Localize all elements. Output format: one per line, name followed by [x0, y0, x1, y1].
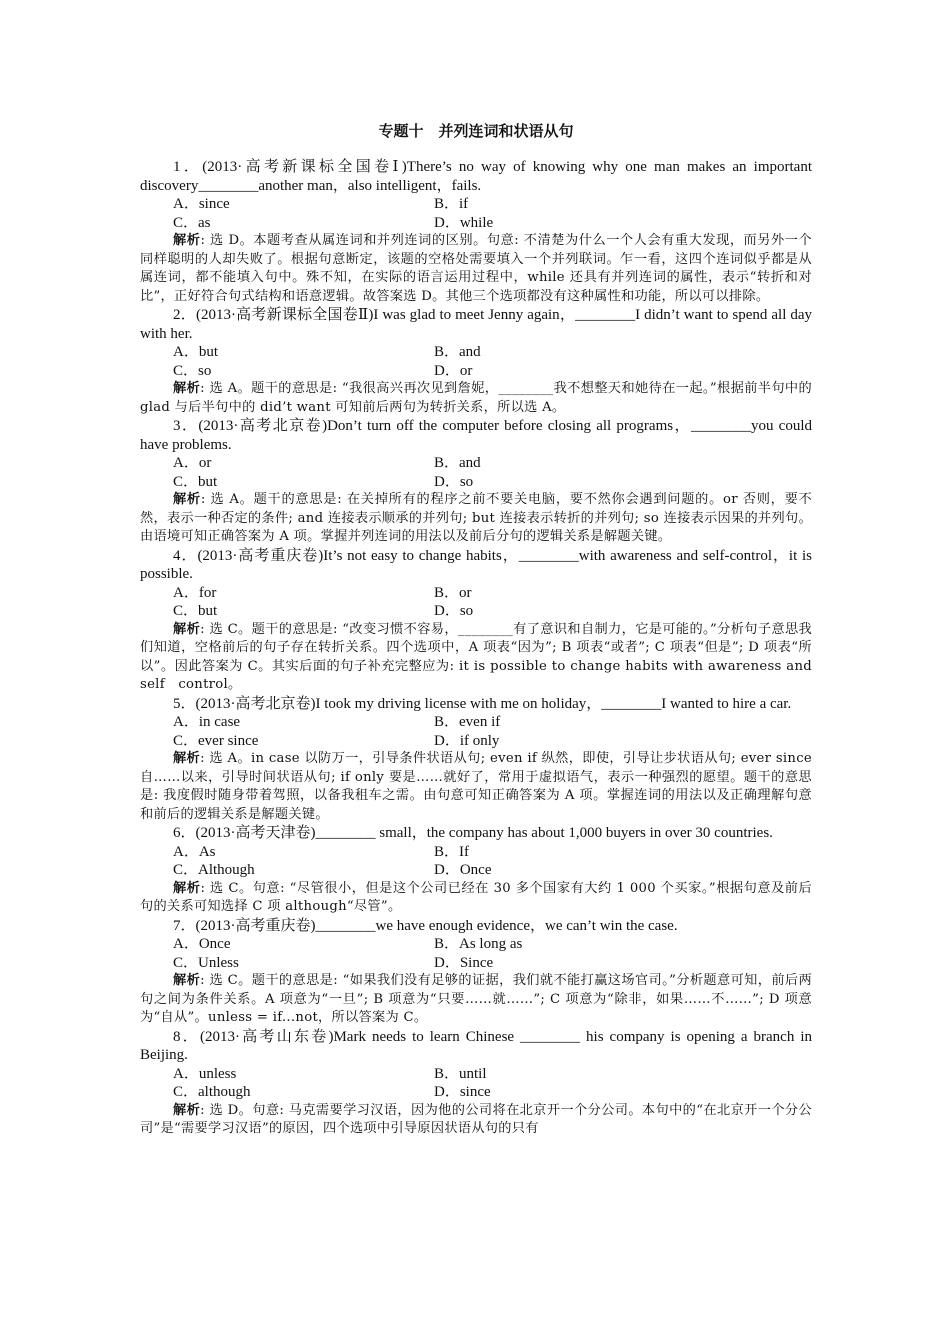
explanation-label: 解析	[173, 381, 201, 396]
question-item	[140, 158, 812, 306]
explanation-label: 解析	[173, 1102, 201, 1118]
question-stem: 6．(2013·高考天津卷)________ small，the company has about 1,000 buyers in over 30 countries.	[173, 825, 773, 841]
answer-option: C．although	[173, 1084, 251, 1100]
question-list	[140, 158, 812, 1139]
answer-option: C．Unless	[173, 954, 239, 971]
explanation-text: : 选 D。本题考查从属连词和并列连词的区别。句意: 不清楚为什么一个人会有重大发现，而另外一个同样聪明的人却失败了。根据句意断定，该题的空格处需要填入一个并列联词。乍一看，这四个连词似乎都是从属连词，都不能填入句中。殊不知，在实际的语言运用过程中，while 还具有并列连词的属性，表示“转折和对比”，正好符合句式结构和语意逻辑。故答案选 D。其他三个选项都没有这种属性和功能，所以可以排除。	[140, 233, 812, 304]
explanation-text: : 选 A。题干的意思是: 在关掉所有的程序之前不要关电脑，要不然你会遇到问题的。or 否则，要不然，表示一种否定的条件; and 连接表示顺承的并列句; but 连接表示转折的并列句; so 连接表示因果的并列句。由语境可知正确答案为 A 项。掌握并列连词的用法以及前后分句的逻辑关系是解题关键。	[140, 492, 812, 544]
explanation-text: : 选 C。题干的意思是: “改变习惯不容易，________有了意识和自制力，它是可能的。”分析句子意思我们知道，空格前后的句子存在转折关系。四个选项中，A 项表“因为”; B 项表“或者”; C 项表“但是”; D 项表“所以”。因此答案为 C。其实后面的句子补充完整应为: it is possible to change habits with awareness and self control。	[140, 621, 812, 692]
option-grid	[140, 935, 812, 972]
question-stem: 7．(2013·高考重庆卷)________we have enough evidence，we can’t win the case.	[173, 917, 678, 934]
explanation-label: 解析	[173, 621, 201, 637]
question-stem: 4．(2013·高考重庆卷)It’s not easy to change habits，________with awareness and self-control，it is possible.	[140, 547, 812, 582]
answer-option: C．Although	[173, 862, 255, 878]
answer-option: D．Once	[434, 862, 492, 878]
answer-option: A．or	[173, 455, 212, 471]
answer-option: A．As	[173, 843, 216, 860]
question-item	[140, 695, 812, 825]
question-stem: 5．(2013·高考北京卷)I took my driving license with me on holiday，________I wanted to hire a car.	[173, 695, 792, 712]
question-stem: 1．(2013·高考新课标全国卷Ⅰ)There’s no way of knowing why one man makes an important discovery________another man，also intelligent，fails.	[140, 159, 812, 194]
explanation-text: : 选 D。句意: 马克需要学习汉语，因为他的公司将在北京开一个分公司。本句中的“在北京开一个分公司”是“需要学习汉语”的原因，四个选项中引导原因状语从句的只有	[140, 1102, 812, 1136]
answer-option: C．but	[173, 603, 218, 619]
answer-option: D．so	[434, 603, 474, 619]
answer-option: D．or	[434, 362, 473, 379]
answer-option: B．even if	[434, 714, 501, 730]
option-grid	[140, 454, 812, 491]
answer-option: A．in case	[173, 714, 241, 730]
answer-option: B．if	[434, 196, 469, 212]
explanation-text: : 选 A。in case 以防万一，引导条件状语从句; even if 纵然，即使，引导让步状语从句; ever since 自……以来，引导时间状语从句; if only 要是……就好了，常用于虚拟语气，表示一种强烈的愿望。题干的意思是: 我度假时随身带着驾照，以备我租车之需。由句意可知正确答案为 A 项。掌握连词的用法以及正确理解句意和前后的逻辑关系是解题关键。	[140, 751, 812, 822]
answer-option: A．but	[173, 344, 219, 360]
answer-option: D．since	[434, 1084, 491, 1100]
answer-option: C．but	[173, 473, 218, 490]
explanation-text: : 选 C。题干的意思是: “如果我们没有足够的证据，我们就不能打赢这场官司。”分析题意可知，前后两句之间为条件关系。A 项意为“一旦”; B 项意为“只要……就……”; C 项意为“除非，如果……不……”; D 项意为“自从”。unless = if...not，所以答案为 C。	[140, 973, 812, 1025]
explanation	[140, 491, 812, 547]
answer-option: D．if only	[434, 732, 500, 749]
option-grid	[140, 843, 812, 880]
explanation	[140, 232, 812, 306]
answer-option: B．and	[434, 455, 481, 471]
explanation	[140, 380, 812, 417]
explanation	[140, 880, 812, 917]
option-grid	[140, 1065, 812, 1102]
question-item	[140, 547, 812, 695]
answer-option: B．As long as	[434, 936, 523, 952]
question-stem: 3．(2013·高考北京卷)Don’t turn off the computer before closing all programs，________you could have problems.	[140, 418, 812, 453]
explanation-label: 解析	[173, 880, 201, 896]
answer-option: A．Once	[173, 936, 231, 952]
answer-option: A．unless	[173, 1065, 237, 1082]
answer-option: B．until	[434, 1065, 487, 1082]
answer-option: C．as	[173, 214, 211, 231]
option-grid	[140, 343, 812, 380]
question-item	[140, 306, 812, 417]
question-stem: 2．(2013·高考新课标全国卷Ⅱ)I was glad to meet Jenny again，________I didn’t want to spend all day with her.	[140, 307, 812, 342]
option-grid	[140, 195, 812, 232]
answer-option: D．while	[434, 214, 494, 231]
question-item	[140, 417, 812, 547]
document-page	[140, 120, 812, 1139]
explanation	[140, 972, 812, 1028]
explanation	[140, 750, 812, 824]
explanation-label: 解析	[173, 233, 201, 248]
answer-option: D．so	[434, 473, 474, 490]
answer-option: A．for	[173, 584, 217, 601]
page-title: 专题十 并列连词和状语从句	[378, 122, 574, 140]
answer-option: C．ever since	[173, 732, 259, 749]
question-item	[140, 824, 812, 917]
explanation-label: 解析	[173, 751, 201, 766]
answer-option: A．since	[173, 196, 230, 212]
answer-option: B．and	[434, 344, 481, 360]
question-item	[140, 917, 812, 1028]
answer-option: C．so	[173, 362, 212, 379]
explanation-label: 解析	[173, 492, 201, 507]
question-item	[140, 1028, 812, 1139]
explanation-text: : 选 A。题干的意思是: “我很高兴再次见到詹妮，________我不想整天和她待在一起。”根据前半句中的 glad 与后半句中的 did’t want 可知前后两句为转折关系，所以选 A。	[140, 381, 812, 415]
explanation	[140, 621, 812, 695]
option-grid	[140, 713, 812, 750]
answer-option: B．or	[434, 584, 472, 601]
explanation-label: 解析	[173, 973, 201, 988]
answer-option: D．Since	[434, 954, 494, 971]
question-stem: 8．(2013·高考山东卷)Mark needs to learn Chinese ________ his company is opening a branch in Beijing.	[140, 1028, 812, 1063]
answer-option: B．If	[434, 843, 469, 860]
explanation-text: : 选 C。句意: “尽管很小，但是这个公司已经在 30 多个国家有大约 1 000 个买家。”根据句意及前后句的关系可知选择 C 项 although“尽管”。	[140, 880, 812, 914]
option-grid	[140, 584, 812, 621]
explanation	[140, 1102, 812, 1139]
